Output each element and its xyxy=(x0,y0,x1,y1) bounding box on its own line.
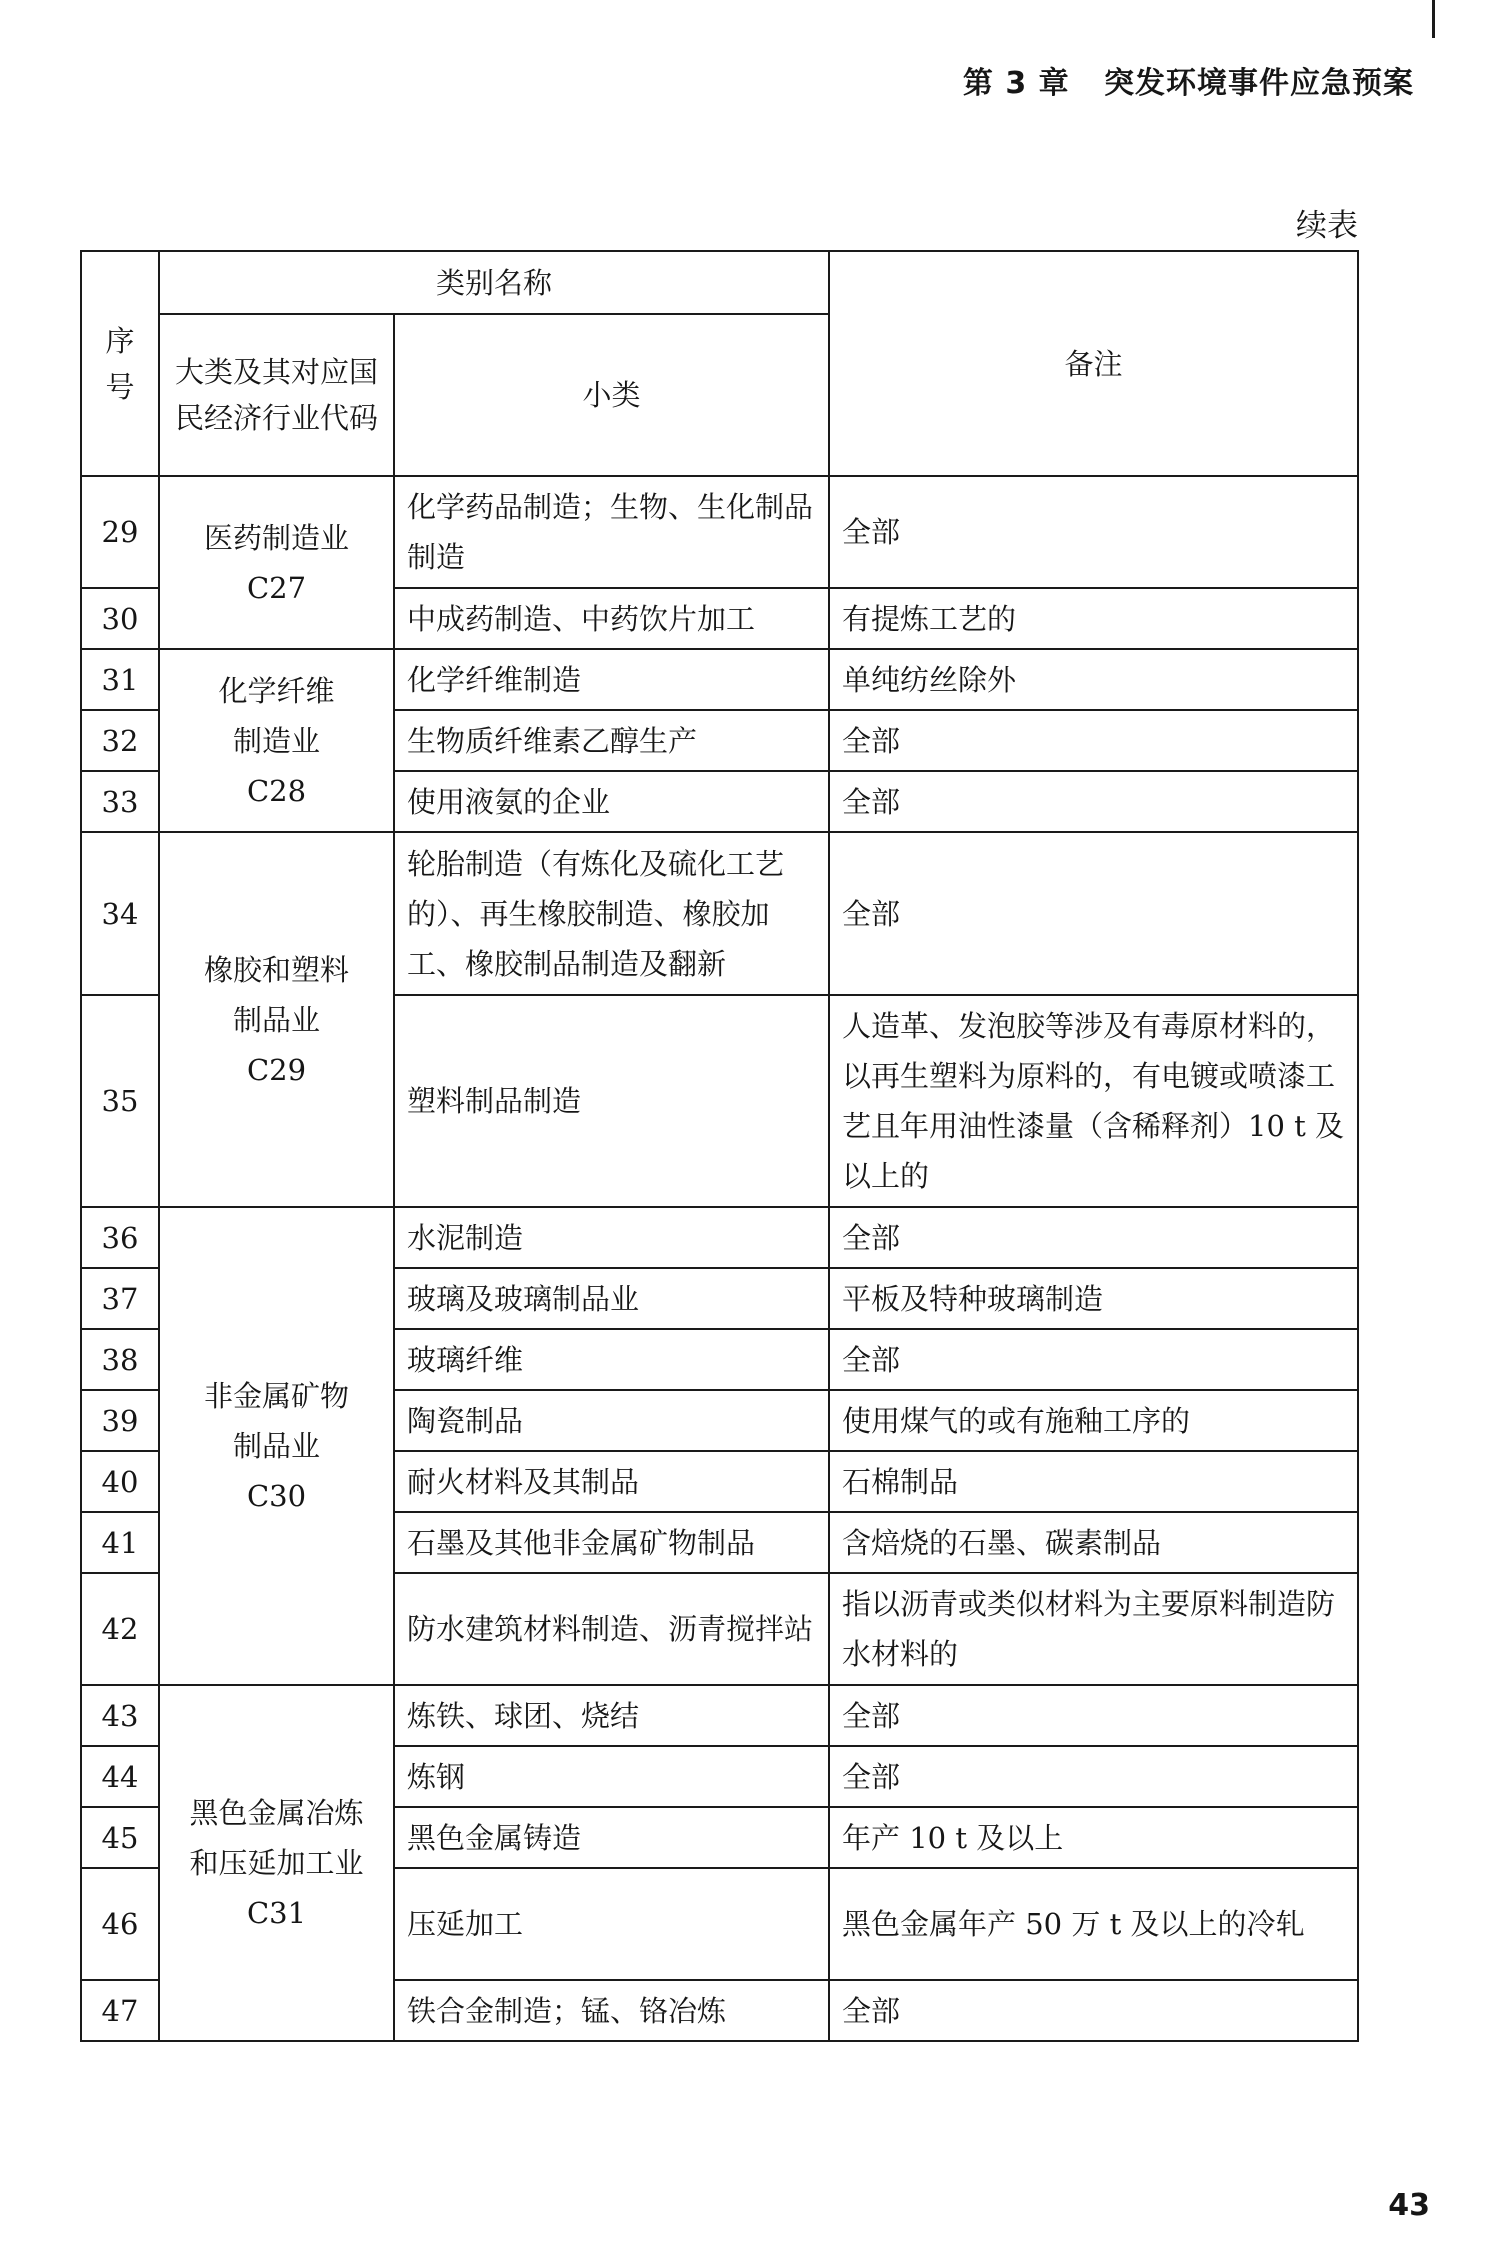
row-seq: 30 xyxy=(81,588,159,649)
page-number: 43 xyxy=(1388,2188,1430,2223)
row-seq: 33 xyxy=(81,771,159,832)
row-seq: 40 xyxy=(81,1451,159,1512)
row-remark: 全部 xyxy=(829,710,1358,771)
row-minor: 化学纤维制造 xyxy=(394,649,829,710)
row-minor: 中成药制造、中药饮片加工 xyxy=(394,588,829,649)
row-seq: 38 xyxy=(81,1329,159,1390)
group-cell-c27 xyxy=(159,476,394,649)
row-minor: 玻璃及玻璃制品业 xyxy=(394,1268,829,1329)
continued-label: 续表 xyxy=(1296,208,1358,244)
row-remark: 全部 xyxy=(829,771,1358,832)
group-line: 黑色金属冶炼 xyxy=(189,1796,364,1830)
row-remark: 全部 xyxy=(829,1207,1358,1268)
group-line: 制造业 xyxy=(232,723,320,758)
header-category-name: 类别名称 xyxy=(159,251,829,314)
row-minor: 黑色金属铸造 xyxy=(394,1807,829,1868)
row-remark: 黑色金属年产 50 万 t 及以上的冷轧 xyxy=(829,1868,1358,1980)
row-seq: 31 xyxy=(81,649,159,710)
group-cell-c28 xyxy=(159,649,394,832)
row-minor: 轮胎制造（有炼化及硫化工艺的）、再生橡胶制造、橡胶加工、橡胶制品制造及翻新 xyxy=(394,832,829,995)
row-seq: 39 xyxy=(81,1390,159,1451)
header-minor-class: 小类 xyxy=(394,314,829,476)
group-line: 医药制造业 xyxy=(203,520,349,555)
chapter-number: 第 3 章 xyxy=(962,66,1070,101)
header-row-1 xyxy=(81,251,1358,314)
row-remark: 石棉制品 xyxy=(829,1451,1358,1512)
group-line: 制品业 xyxy=(232,1429,320,1463)
row-remark: 平板及特种玻璃制造 xyxy=(829,1268,1358,1329)
table-row xyxy=(81,649,1358,710)
row-minor: 玻璃纤维 xyxy=(394,1329,829,1390)
table-row xyxy=(81,1207,1358,1268)
table-row xyxy=(81,476,1358,588)
row-remark: 年产 10 t 及以上 xyxy=(829,1807,1358,1868)
row-seq: 44 xyxy=(81,1746,159,1807)
row-minor: 塑料制品制造 xyxy=(394,995,829,1207)
row-seq: 37 xyxy=(81,1268,159,1329)
row-seq: 42 xyxy=(81,1573,159,1685)
row-seq: 46 xyxy=(81,1868,159,1980)
row-minor: 化学药品制造；生物、生化制品制造 xyxy=(394,476,829,588)
row-remark: 全部 xyxy=(829,832,1358,995)
row-minor: 炼铁、球团、烧结 xyxy=(394,1685,829,1746)
row-minor: 生物质纤维素乙醇生产 xyxy=(394,710,829,771)
row-remark: 全部 xyxy=(829,1980,1358,2041)
row-remark: 单纯纺丝除外 xyxy=(829,649,1358,710)
group-line: 制品业 xyxy=(232,1002,320,1037)
row-seq: 34 xyxy=(81,832,159,995)
row-remark: 含焙烧的石墨、碳素制品 xyxy=(829,1512,1358,1573)
row-seq: 32 xyxy=(81,710,159,771)
industry-category-table xyxy=(80,250,1359,2042)
running-head xyxy=(963,58,1414,102)
row-minor: 水泥制造 xyxy=(394,1207,829,1268)
row-remark: 全部 xyxy=(829,476,1358,588)
row-minor: 耐火材料及其制品 xyxy=(394,1451,829,1512)
group-line: 橡胶和塑料 xyxy=(203,952,349,987)
row-minor: 石墨及其他非金属矿物制品 xyxy=(394,1512,829,1573)
row-remark: 人造革、发泡胶等涉及有毒原材料的，以再生塑料为原料的，有电镀或喷漆工艺且年用油性漆量（含稀释剂）10 t 及以上的 xyxy=(829,995,1358,1207)
header-seq: 序号 xyxy=(81,251,159,476)
row-minor: 防水建筑材料制造、沥青搅拌站 xyxy=(394,1573,829,1685)
group-line: 化学纤维 xyxy=(218,673,335,708)
row-remark: 全部 xyxy=(829,1685,1358,1746)
group-line: C27 xyxy=(246,570,307,605)
group-line: C29 xyxy=(246,1052,307,1087)
chapter-title: 突发环境事件应急预案 xyxy=(1104,66,1414,101)
row-minor: 铁合金制造；锰、铬冶炼 xyxy=(394,1980,829,2041)
row-minor: 使用液氨的企业 xyxy=(394,771,829,832)
row-seq: 36 xyxy=(81,1207,159,1268)
row-remark: 全部 xyxy=(829,1329,1358,1390)
row-remark: 使用煤气的或有施釉工序的 xyxy=(829,1390,1358,1451)
header-remarks: 备注 xyxy=(829,251,1358,476)
row-remark: 全部 xyxy=(829,1746,1358,1807)
row-seq: 29 xyxy=(81,476,159,588)
row-seq: 47 xyxy=(81,1980,159,2041)
row-minor: 陶瓷制品 xyxy=(394,1390,829,1451)
group-line: C31 xyxy=(246,1896,307,1930)
table-row xyxy=(81,1685,1358,1746)
row-minor: 压延加工 xyxy=(394,1868,829,1980)
row-seq: 43 xyxy=(81,1685,159,1746)
row-remark: 指以沥青或类似材料为主要原料制造防水材料的 xyxy=(829,1573,1358,1685)
row-seq: 41 xyxy=(81,1512,159,1573)
row-remark: 有提炼工艺的 xyxy=(829,588,1358,649)
group-line: C28 xyxy=(246,773,307,808)
header-major-class: 大类及其对应国民经济行业代码 xyxy=(159,314,394,476)
row-seq: 45 xyxy=(81,1807,159,1868)
table-row xyxy=(81,832,1358,995)
group-cell-c29 xyxy=(159,832,394,1207)
group-line: 非金属矿物 xyxy=(203,1379,349,1413)
group-line: 和压延加工业 xyxy=(189,1846,364,1880)
row-minor: 炼钢 xyxy=(394,1746,829,1807)
group-cell-c31 xyxy=(159,1685,394,2041)
group-cell-c30 xyxy=(159,1207,394,1685)
top-vertical-rule xyxy=(1432,0,1435,38)
row-seq: 35 xyxy=(81,995,159,1207)
group-line: C30 xyxy=(246,1479,307,1513)
